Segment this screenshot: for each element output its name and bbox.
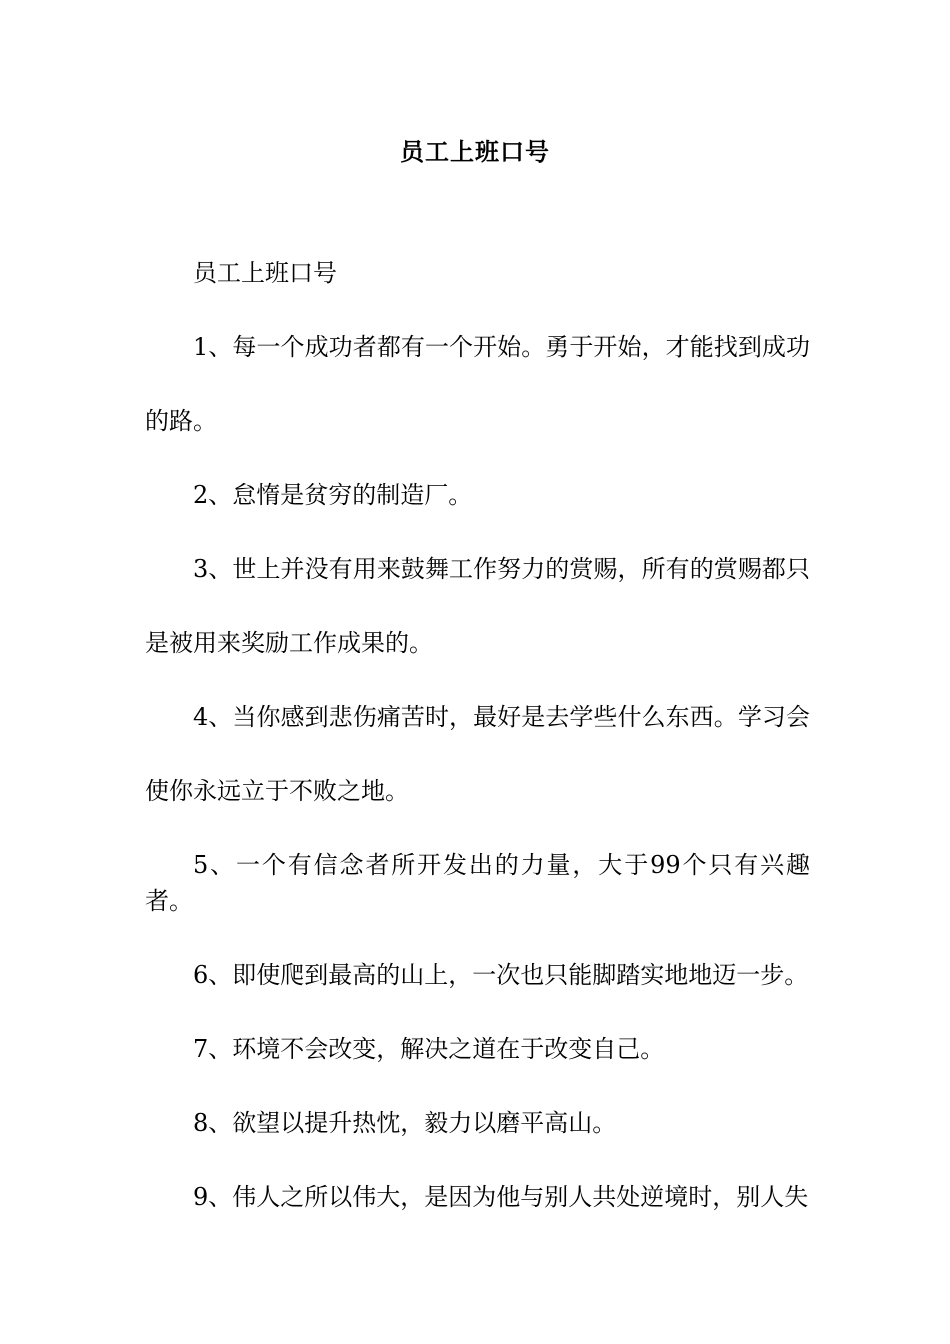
paragraph-7: 7、环境不会改变，解决之道在于改变自己。	[193, 1035, 665, 1063]
paragraph-3: 3、世上并没有用来鼓舞工作努力的赏赐，所有的赏赐都只是被用来奖励工作成果的。	[145, 555, 810, 657]
paragraph-heading: 员工上班口号	[193, 259, 337, 287]
paragraph-8: 8、欲望以提升热忱，毅力以磨平高山。	[193, 1109, 617, 1137]
document-title: 员工上班口号	[400, 137, 550, 166]
paragraph-1: 1、每一个成功者都有一个开始。勇于开始，才能找到成功的路。	[145, 333, 810, 435]
paragraph-4: 4、当你感到悲伤痛苦时，最好是去学些什么东西。学习会使你永远立于不败之地。	[145, 703, 810, 805]
paragraph-9: 9、伟人之所以伟大，是因为他与别人共处逆境时，别人失	[193, 1183, 809, 1211]
paragraph-5: 5、一个有信念者所开发出的力量，大于99个只有兴趣者。	[145, 851, 810, 915]
paragraph-6: 6、即使爬到最高的山上，一次也只能脚踏实地地迈一步。	[193, 961, 809, 989]
document-body	[145, 255, 810, 1253]
paragraph-2: 2、怠惰是贫穷的制造厂。	[193, 481, 473, 509]
